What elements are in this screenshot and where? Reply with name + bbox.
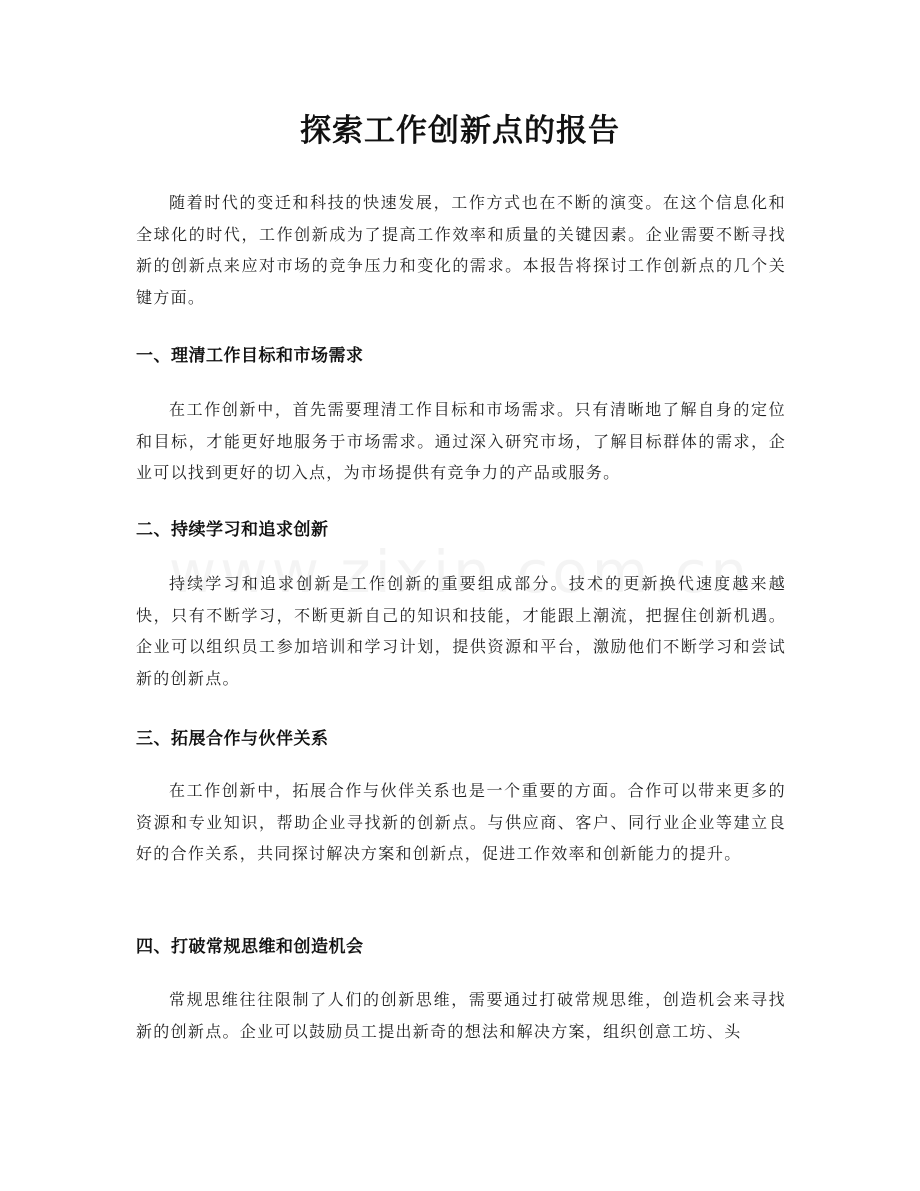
section-3-body: 在工作创新中，拓展合作与伙伴关系也是一个重要的方面。合作可以带来更多的资源和专业知识，帮助企业寻找新的创新点。与供应商、客户、同行业企业等建立良好的合作关系，共同探讨解决方案和创新点，促进工作效率和创新能力的提升。 bbox=[136, 781, 786, 863]
section-4-body: 常规思维往往限制了人们的创新思维，需要通过打破常规思维，创造机会来寻找新的创新点。企业可以鼓励员工提出新奇的想法和解决方案，组织创意工坊、头 bbox=[136, 990, 786, 1041]
section-1-heading: 一、理清工作目标和市场需求 bbox=[136, 346, 364, 366]
section-2-body: 持续学习和追求创新是工作创新的重要组成部分。技术的更新换代速度越来越快，只有不断学习，不断更新自己的知识和技能，才能跟上潮流，把握住创新机遇。企业可以组织员工参加培训和学习计划，提供资源和平台，激励他们不断学习和尝试新的创新点。 bbox=[136, 574, 786, 688]
section-1-body: 在工作创新中，首先需要理清工作目标和市场需求。只有清晰地了解自身的定位和目标，才能更好地服务于市场需求。通过深入研究市场，了解目标群体的需求，企业可以找到更好的切入点，为市场提供有竞争力的产品或服务。 bbox=[136, 400, 786, 482]
document-title: 探索工作创新点的报告 bbox=[300, 113, 620, 149]
section-2-heading: 二、持续学习和追求创新 bbox=[136, 520, 329, 540]
section-4-heading: 四、打破常规思维和创造机会 bbox=[136, 937, 364, 957]
intro-paragraph: 随着时代的变迁和科技的快速发展，工作方式也在不断的演变。在这个信息化和全球化的时代，工作创新成为了提高工作效率和质量的关键因素。企业需要不断寻找新的创新点来应对市场的竞争压力和变化的需求。本报告将探讨工作创新点的几个关键方面。 bbox=[136, 193, 786, 307]
section-3-heading: 三、拓展合作与伙伴关系 bbox=[136, 729, 329, 749]
